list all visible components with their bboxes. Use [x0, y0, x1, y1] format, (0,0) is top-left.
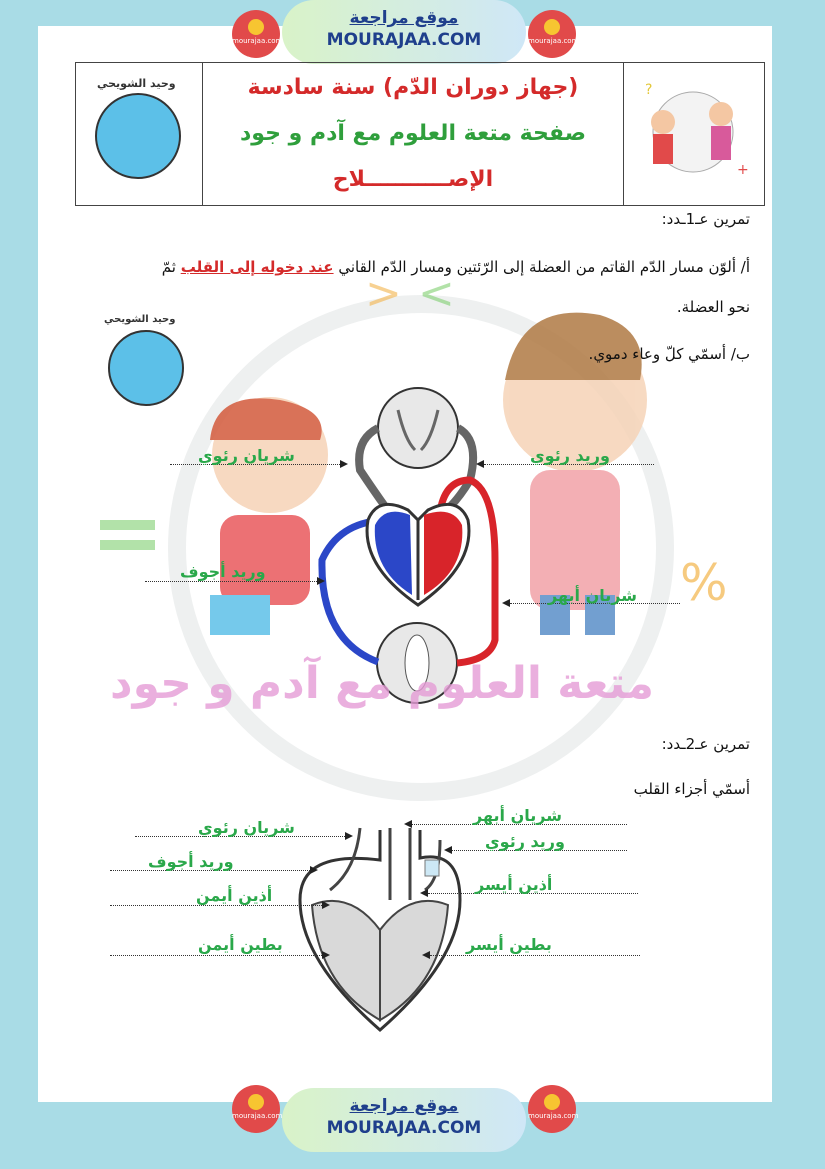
page-subtitle: صفحة متعة العلوم مع آدم و جود: [240, 121, 586, 146]
label-right-aorta: شريان أبهر: [473, 806, 562, 825]
correction-label: الإصـــــــــــلاح: [332, 167, 494, 192]
arrow-right-icon: [345, 832, 353, 840]
label-pulmonary-artery: شريان رئوي: [198, 446, 295, 465]
arrow-right-icon: [322, 901, 330, 909]
logo-caption: وحيد الشويحي: [97, 77, 176, 90]
arrow-left-icon: [420, 889, 428, 897]
svg-text:%: %: [680, 554, 728, 612]
label-left-vena-cava: وريد أجوف: [148, 852, 234, 871]
arrow-right-icon: [317, 577, 325, 585]
heart-parts-diagram: [300, 828, 460, 1030]
highlight-text: عند دخوله إلى القلب: [180, 258, 334, 276]
site-url-bottom: MOURAJAA.COM: [326, 1118, 482, 1138]
svg-text:?: ?: [645, 82, 653, 98]
boy-left-illustration: [210, 397, 328, 635]
svg-text:+: +: [737, 162, 749, 178]
site-badge-right: mourajaa.com: [528, 10, 576, 58]
site-name-bottom: موقع مراجعة: [349, 1096, 459, 1116]
site-banner-bottom[interactable]: [282, 1088, 526, 1152]
label-right-ventricle: بطين أيمن: [198, 935, 283, 954]
site-url: MOURAJAA.COM: [326, 30, 482, 50]
svg-text:>: >: [365, 268, 402, 319]
site-badge-left: mourajaa.com: [232, 10, 280, 58]
logo-caption-small: وحيد الشويحي: [104, 314, 176, 325]
exercise2-title: تمرين عـ2ـدد:: [661, 735, 750, 753]
label-right-pulmonary-vein: وريد رئوي: [485, 832, 565, 851]
arrow-left-icon: [476, 460, 484, 468]
label-vena-cava: وريد أجوف: [180, 562, 266, 581]
answer-line: [110, 905, 322, 906]
label-left-pulmonary-artery: شريان رئوي: [198, 818, 295, 837]
site-badge-right-bottom: mourajaa.com: [528, 1085, 576, 1133]
label-pulmonary-vein: وريد رئوي: [530, 446, 610, 465]
circulation-diagram: [322, 388, 495, 703]
exercise1-question-b: ب/ أسمّي كلّ وعاء دموي.: [588, 345, 750, 363]
arrow-left-icon: [404, 820, 412, 828]
label-right-atrium: أذين أيمن: [196, 886, 273, 905]
arrow-left-icon: [502, 599, 510, 607]
arrow-right-icon: [310, 866, 318, 874]
exercise1-question-a-line2: نحو العضلة.: [676, 298, 750, 316]
arrow-right-icon: [340, 460, 348, 468]
watermark-text: متعة العلوم مع آدم و جود: [110, 658, 654, 709]
arrow-left-icon: [444, 846, 452, 854]
exercise1-title: تمرين عـ1ـدد:: [661, 210, 750, 228]
answer-line: [110, 955, 322, 956]
svg-text:<: <: [418, 268, 455, 319]
label-aorta: شريان أبهر: [548, 586, 637, 605]
exercise1-question-a: أ/ ألوّن مسار الدّم القاتم من العضلة إلى الرّئتين ومسار الدّم القاني عند دخوله إلى القلب ثمّ: [161, 258, 750, 276]
arrow-left-icon: [422, 951, 430, 959]
site-name: موقع مراجعة: [349, 8, 459, 28]
exercise2-question: أسمّي أجزاء القلب: [633, 780, 750, 798]
label-left-atrium: أذين أيسر: [475, 875, 553, 894]
site-badge-left-bottom: mourajaa.com: [232, 1085, 280, 1133]
lungs-icon: [378, 388, 458, 468]
answer-line: [145, 581, 317, 582]
label-left-ventricle: بطين أيسر: [466, 935, 552, 954]
answer-line: [430, 955, 640, 956]
page-title: (جهاز دوران الدّم) سنة سادسة: [247, 75, 579, 100]
arrow-right-icon: [322, 951, 330, 959]
